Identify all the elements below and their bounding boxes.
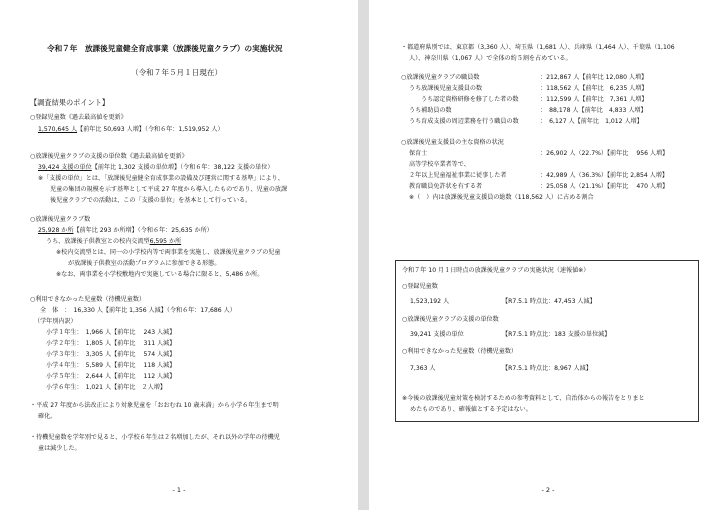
bullet-1-line-2: 確化。 bbox=[38, 413, 57, 420]
staff-row-value: ： 6,127 人【前年比 1,012 人増】 bbox=[540, 118, 643, 125]
qualification-header: ○放課後児童支援員の主な資格の状況 bbox=[401, 139, 504, 146]
page-number: - 1 - bbox=[172, 486, 186, 494]
registered-header: ○登録児童数《過去最高値を更新》 bbox=[30, 114, 127, 121]
document-title: 令和７年 放課後児童健全育成事業（放課後児童クラブ）の実施状況 bbox=[47, 44, 283, 53]
clubs-header: ○放課後児童クラブ数 bbox=[30, 216, 91, 223]
staff-row-label: うち補助員の数 bbox=[409, 107, 452, 114]
units-note-1: ※「支援の単位」とは、「放課後児童健全育成事業の設備及び運営に関する基準」により、 bbox=[38, 175, 284, 182]
prefecture-line-2: 人）、神奈川県（1,067 人）で全体の約５割を占めている。 bbox=[409, 55, 572, 62]
registered-line bbox=[38, 126, 224, 134]
document-subtitle: （令和７年５月１日現在） bbox=[131, 68, 223, 77]
grade-row: 小学１年生： 1,966 人【前年比 243 人減】 bbox=[46, 329, 176, 336]
box-units-header: ○放課後児童クラブの支援の単位数 bbox=[402, 316, 499, 323]
units-line bbox=[38, 164, 273, 172]
box-units-value: 39,241 支援の単位 bbox=[410, 331, 464, 338]
qualification-note: ※（ ）内は放課後児童支援員の総数（118,562 人）に占める割合 bbox=[409, 194, 594, 201]
page-number: - 2 - bbox=[541, 486, 555, 494]
qualification-value: ：42,989 人（36.3%）【前年比 2,854 人増】 bbox=[540, 172, 668, 179]
document-page-1 bbox=[0, 0, 358, 510]
box-footnote-1: ※今後の放課後児童対策を検討するための参考資料として、自治体からの報告をとりまと bbox=[402, 395, 645, 402]
clubs-line bbox=[38, 227, 213, 235]
box-title: 令和７年 10 月１日時点の放課後児童クラブの実施状況（速報値※） bbox=[402, 267, 590, 274]
clubs-note-1: ※校内交流型とは、同一の小学校内等で両事業を実施し、放課後児童クラブの児童 bbox=[56, 249, 281, 256]
qualification-label: ２年以上児童福祉事業に従事した者 bbox=[409, 172, 507, 179]
document-page-2 bbox=[369, 0, 727, 510]
staff-row-value: ： 88,178 人【前年比 4,833 人増】 bbox=[540, 107, 647, 114]
clubs-detail: 【前年比 293 か所増】（令和６年：25,635 か所） bbox=[73, 227, 213, 234]
staff-row-label: うち育成支援の周辺業務を行う職員の数 bbox=[409, 118, 519, 125]
qualification-label: 高等学校卒業者等で、 bbox=[409, 161, 470, 168]
units-header: ○放課後児童クラブの支援の単位数《過去最高値を更新》 bbox=[30, 153, 188, 160]
preliminary-figures-box bbox=[395, 260, 699, 422]
clubs-line-2 bbox=[46, 238, 181, 246]
units-note-2: 児童の集団の規模を示す基準として平成 27 年度から導入したものであり、児童の放課 bbox=[50, 186, 288, 193]
box-registered-header: ○登録児童数 bbox=[402, 283, 438, 290]
box-waiting-header: ○利用できなかった児童数（待機児童数） bbox=[402, 348, 518, 355]
box-registered-note: 【R7.5.1 時点比：47,453 人減】 bbox=[502, 298, 596, 305]
staff-total: ：212,867 人【前年比 12,080 人増】 bbox=[540, 74, 648, 81]
registered-detail: 【前年比 50,693 人増】（令和６年：1,519,952 人） bbox=[77, 126, 224, 133]
clubs-note-3: ※なお、両事業を小学校敷地内で実施している場合に限ると、5,486 か所。 bbox=[56, 271, 264, 278]
grade-row: 小学２年生： 1,805 人【前年比 311 人減】 bbox=[46, 340, 176, 347]
qualification-value: ：25,058 人（21.1%）【前年比 470 人増】 bbox=[540, 183, 669, 190]
waiting-header: ○利用できなかった児童数（待機児童数） bbox=[30, 296, 146, 303]
clubs-value: 25,928 か所 bbox=[38, 227, 74, 234]
qualification-label: 教育職員免許状を有する者 bbox=[409, 183, 483, 190]
box-waiting-value: 7,363 人 bbox=[410, 365, 436, 372]
box-waiting-note: 【R7.5.1 時点比：8,967 人減】 bbox=[502, 365, 592, 372]
units-detail: 【前年比 1,302 支援の単位増】（令和６年：38,122 支援の単位） bbox=[91, 164, 274, 171]
staff-header: ○放課後児童クラブの職員数 bbox=[401, 74, 480, 81]
grade-row: 小学６年生： 1,021 人【前年比 ２人増】 bbox=[46, 384, 166, 391]
clubs-note-2: が放課後子供教室の活動プログラムに参加できる形態。 bbox=[68, 260, 221, 267]
staff-row-label: うち認定資格研修を修了した者の数 bbox=[421, 96, 519, 103]
qualification-value: ：26,902 人（22.7%）【前年比 956 人増】 bbox=[540, 150, 669, 157]
prefecture-line-1: ・都道府県別では、東京都（3,360 人）、埼玉県（1,681 人）、兵庫県（1,464 人）、千葉県（1,106 bbox=[401, 44, 675, 51]
bullet-2-line-2: 童は減少した。 bbox=[38, 445, 81, 452]
clubs-school-value: 6,595 か所 bbox=[149, 238, 182, 245]
bullet-1-line-1: ・平成 27 年度から法改正により対象児童を「おおむね 10 歳未満」から小学６年生まで明 bbox=[30, 402, 279, 409]
staff-row-value: ：118,562 人【前年比 6,235 人増】 bbox=[540, 85, 648, 92]
registered-value: 1,570,645 人 bbox=[38, 126, 78, 133]
clubs-school-label: うち、放課後子供教室との校内交流型 bbox=[46, 238, 150, 245]
page-gutter bbox=[358, 0, 369, 510]
bullet-2-line-1: ・待機児童数を学年別で見ると、小学校６年生は２名増加したが、それ以外の学年の待機児 bbox=[30, 434, 280, 441]
section-heading: 【調査結果のポイント】 bbox=[30, 98, 110, 107]
box-footnote-2: めたものであり、確報値とする予定はない。 bbox=[410, 406, 532, 413]
box-units-note: 【R7.5.1 時点比：183 支援の単位減】 bbox=[502, 331, 611, 338]
units-value: 39,424 支援の単位 bbox=[38, 164, 92, 171]
grade-row: 小学５年生： 2,644 人【前年比 112 人減】 bbox=[46, 373, 176, 380]
qualification-label: 保育士 bbox=[409, 150, 428, 157]
grade-row: 小学３年生： 3,305 人【前年比 574 人減】 bbox=[46, 351, 176, 358]
waiting-breakdown-label: （学年別内訳） bbox=[34, 318, 77, 325]
waiting-total: 全 体 ： 16,330 人【前年比 1,356 人減】（令和６年：17,686 人） bbox=[40, 307, 236, 314]
staff-row-value: ：112,599 人【前年比 7,361 人増】 bbox=[540, 96, 648, 103]
units-note-3: 後児童クラブでの活動は、この「支援の単位」を基本として行っている。 bbox=[50, 197, 252, 204]
staff-row-label: うち放課後児童支援員の数 bbox=[409, 85, 483, 92]
grade-row: 小学４年生： 5,589 人【前年比 118 人減】 bbox=[46, 362, 176, 369]
box-registered-value: 1,523,192 人 bbox=[410, 298, 450, 305]
